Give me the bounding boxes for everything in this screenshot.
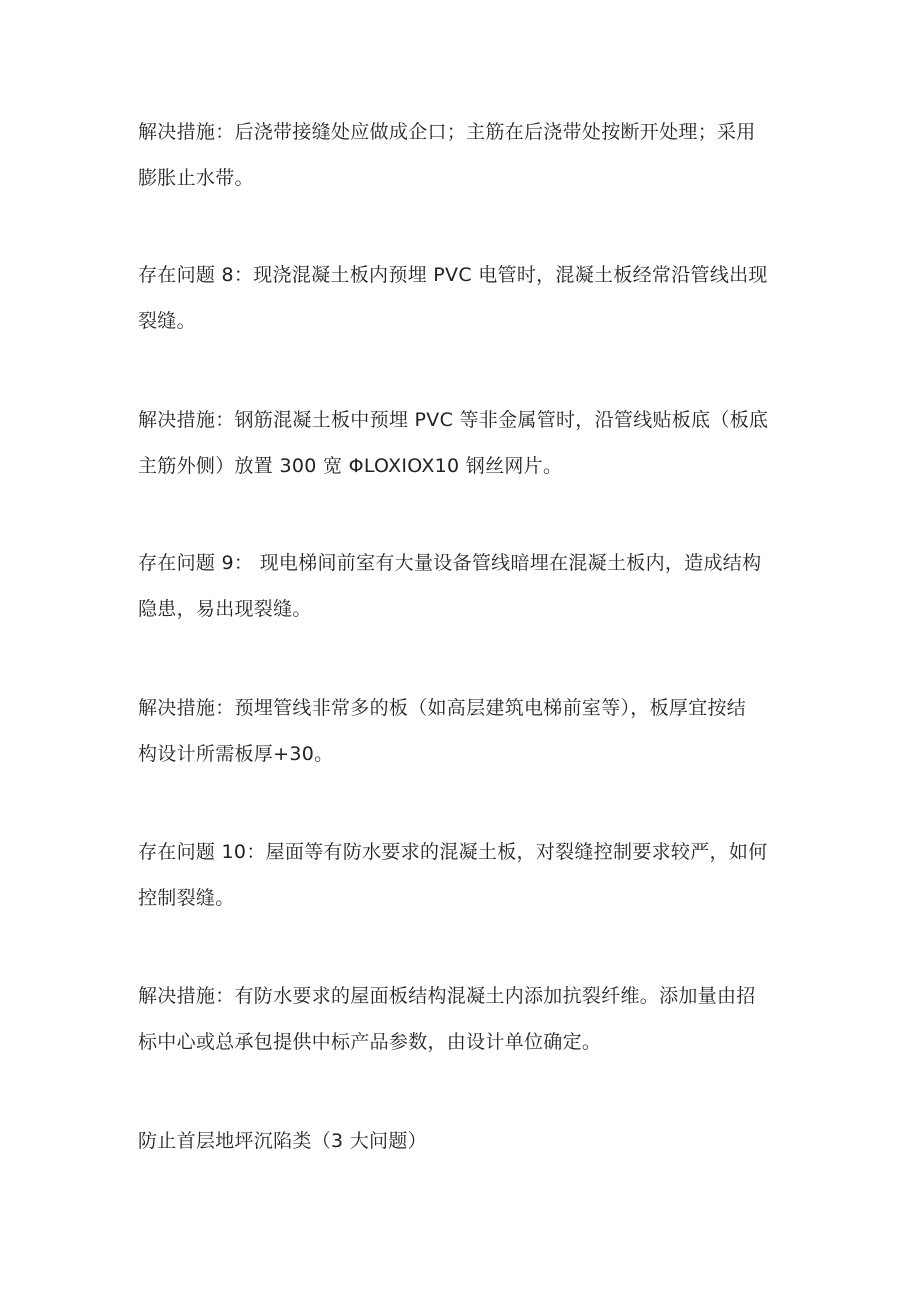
text-line: 标中心或总承包提供中标产品参数，由设计单位确定。 (138, 1031, 602, 1053)
text-line: 解决措施：有防水要求的屋面板结构混凝土内添加抗裂纤维。添加量由招 (138, 985, 756, 1007)
solution-paragraph (138, 109, 786, 201)
text-line: 防止首层地坪沉陷类（3 大问题） (138, 1130, 427, 1152)
text-line: 裂缝。 (138, 310, 196, 332)
text-line: 存在问题 9： 现电梯间前室有大量设备管线暗埋在混凝土板内，造成结构 (138, 552, 762, 574)
section-heading (138, 1118, 786, 1164)
text-line: 解决措施：预埋管线非常多的板（如高层建筑电梯前室等），板厚宜按结 (138, 697, 747, 719)
text-line: 解决措施：后浇带接缝处应做成企口；主筋在后浇带处按断开处理；采用 (138, 121, 756, 143)
text-line: 构设计所需板厚+30。 (138, 743, 334, 765)
text-line: 解决措施：钢筋混凝土板中预埋 PVC 等非金属管时，沿管线贴板底（板底 (138, 409, 769, 431)
problem-paragraph (138, 540, 786, 632)
text-line: 膨胀止水带。 (138, 167, 254, 189)
text-line: 存在问题 10：屋面等有防水要求的混凝土板，对裂缝控制要求较严，如何 (138, 841, 768, 863)
text-line: 存在问题 8：现浇混凝土板内预埋 PVC 电管时，混凝土板经常沿管线出现 (138, 264, 768, 286)
problem-paragraph (138, 252, 786, 344)
problem-paragraph (138, 829, 786, 921)
text-line: 控制裂缝。 (138, 887, 235, 909)
solution-paragraph (138, 973, 786, 1065)
text-line: 主筋外侧）放置 300 宽 ΦLOXIOX10 钢丝网片。 (138, 455, 563, 477)
solution-paragraph (138, 685, 786, 777)
solution-paragraph (138, 397, 786, 489)
text-line: 隐患，易出现裂缝。 (138, 598, 312, 620)
